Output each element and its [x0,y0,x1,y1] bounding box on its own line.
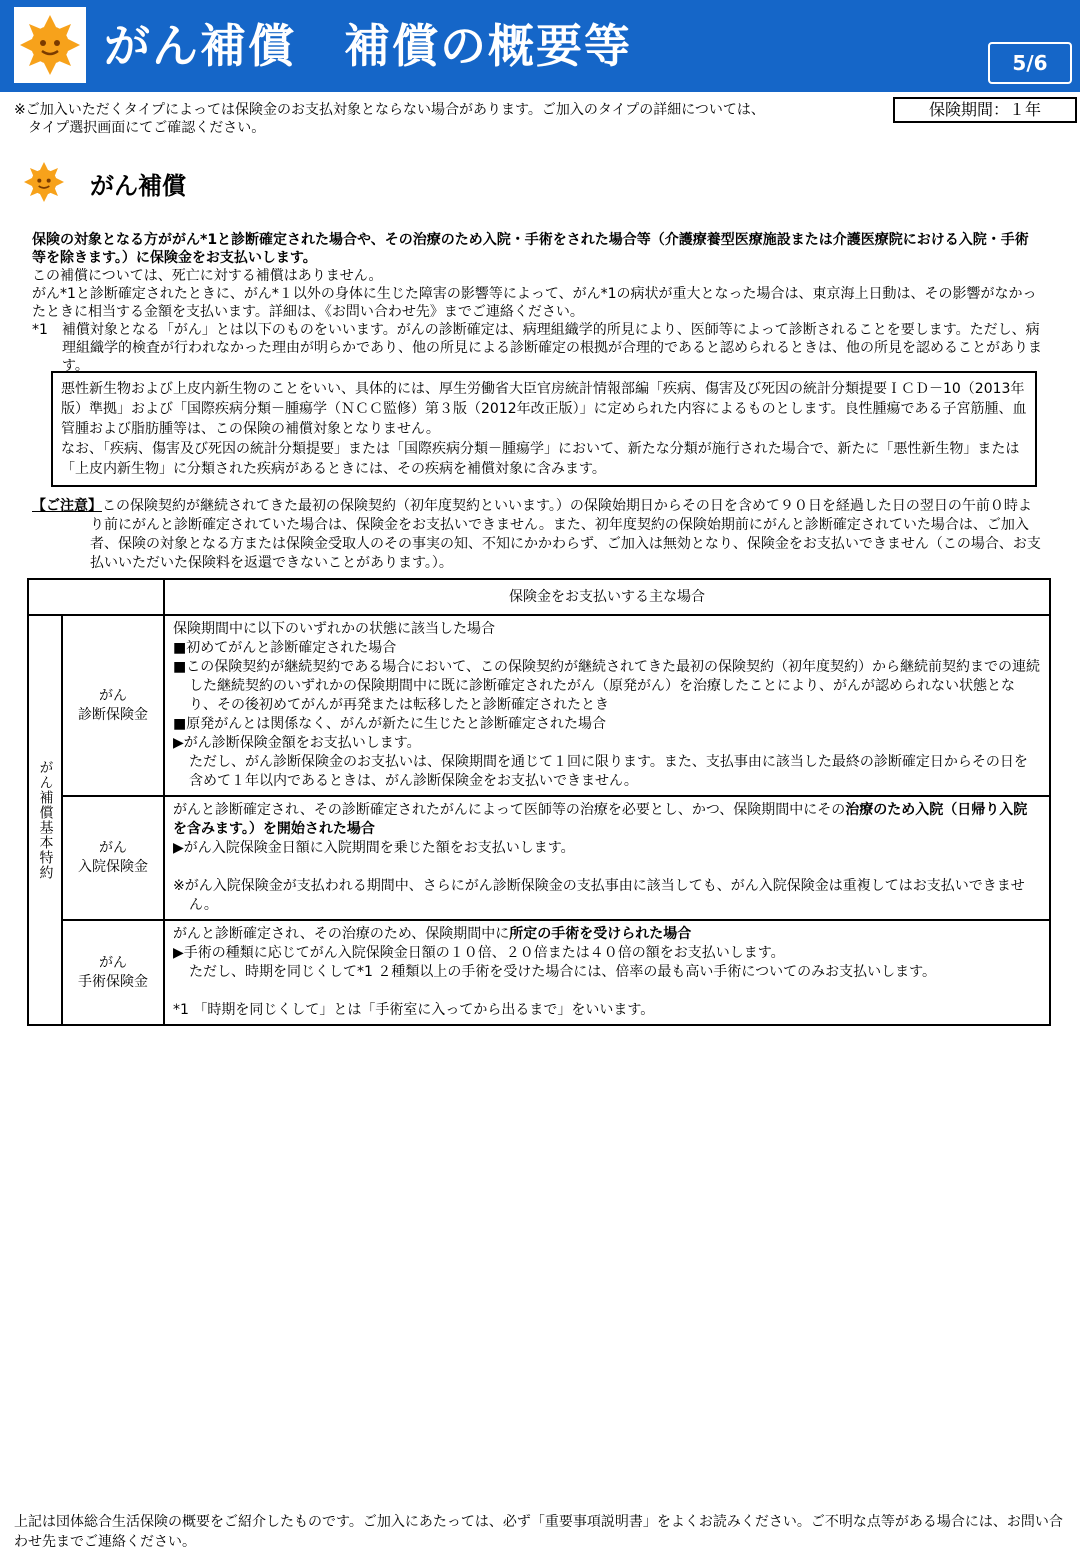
group-label: がん補償基本特約 [28,615,62,1025]
definition-text: 悪性新生物および上皮内新生物のことをいい、具体的には、厚生労働省大臣官房統計情報部編「疾病、傷害及び死因の統計分類提要ＩＣＤ－10（2013年版）準拠」および「国際疾病分類－腫瘍学（ＮＣＣ監修）第３版（2012年改正版）」に定められた内容によるものとします。良性腫瘍である子宮筋腫、血管腫および脂肪腫等は、この保険の補償対象となりません。 [61,381,1027,437]
benefit-name: がん 手術保険金 [62,920,164,1025]
table-row [28,920,1050,1025]
table-row [28,796,1050,920]
table-row [28,615,1050,796]
type-note: ※ご加入いただくタイプによっては保険金のお支払対象とならない場合があります。ご加入のタイプの詳細については、 タイプ選択画面にてご確認ください。 [14,102,765,136]
intro-line: がん*1と診断確定されたときに、がん*１以外の身体に生じた障害の影響等によって、がん*1の病状が重大となった場合は、東京海上日動は、その影響がなかったときに相当する金額を支払います。詳細は、《お問い合わせ先》までご連絡ください。 [32,286,1037,320]
section-title: がん補償 [90,172,186,200]
page-number: 5/6 [988,42,1072,84]
definition-text: なお、「疾病、傷害及び死因の統計分類提要」または「国際疾病分類－腫瘍学」において、新たな分類が施行された場合で、新たに「悪性新生物」または「上皮内新生物」に分類された疾病があるときには、その疾病を補償対象に含みます。 [61,441,1020,477]
benefit-description: がんと診断確定され、その治療のため、保険期間中に所定の手術を受けられた場合 ▶手術の種類に応じてがん入院保険金日額の１０倍、２０倍または４０倍の額をお支払いします。 ただし、時期を同じくして*1 ２種類以上の手術を受けた場合には、倍率の最も高い手術についてのみお支払いします。 *1 「時期を同じくして」とは「手術室に入ってから出るまで」をいいます。 [164,920,1050,1025]
table-header: 保険金をお支払いする主な場合 [164,579,1050,615]
logo [14,7,86,83]
benefit-name: がん 診断保険金 [62,615,164,796]
benefits-table [27,578,1051,1026]
caution-note [32,497,1044,573]
footer-note: 上記は団体総合生活保険の概要をご紹介したものです。ご加入にあたっては、必ず「重要事項説明書」をよくお読みください。ご不明な点等がある場合には、お問い合わせ先までご連絡ください。 [14,1514,1063,1550]
insurance-period: 保険期間：１年 [893,97,1077,123]
cancer-definition-box [51,371,1037,487]
caution-text: この保険契約が継続されてきた最初の保険契約（初年度契約といいます。）の保険始期日からその日を含めて９０日を経過した日の翌日の午前０時より前にがんと診断確定されていた場合は、保険金をお支払いできません。また、初年度契約の保険始期前にがんと診断確定されていた場合は、ご加入者、保険の対象となる方または保険金受取人のその事実の知、不知にかかわらず、ご加入は無効となり、保険金をお支払いできません（この場合、お支払いいただいた保険料を返還できないことがあります。）。 [90,498,1041,571]
page-header [0,0,1080,92]
intro-text [32,231,1042,375]
benefit-name: がん 入院保険金 [62,796,164,920]
benefit-description: がんと診断確定され、その診断確定されたがんによって医師等の治療を必要とし、かつ、保険期間中にその治療のため入院（日帰り入院を含みます。）を開始された場合 ▶がん入院保険金日額に入院期間を乗じた額をお支払いします。 ※がん入院保険金が支払われる期間中、さらにがん診断保険金の支払事由に該当しても、がん入院保険金は重複してはお支払いできません。 [164,796,1050,920]
benefit-description: 保険期間中に以下のいずれかの状態に該当した場合 ■初めてがんと診断確定された場合 ■この保険契約が継続契約である場合において、この保険契約が継続されてきた最初の保険契約（初年度契約）から継続前契約までの連続した継続契約のいずれかの保険期間中に既に診断確定されたがん（原発がん）を治療したことにより、がんが認められない状態となり、その後初めてがんが再発または転移したと診断確定されたとき ■原発がんとは関係なく、がんが新たに生じたと診断確定された場合 ▶がん診断保険金額をお支払いします。 ただし、がん診断保険金のお支払いは、保険期間を通じて１回に限ります。また、支払事由に該当した最終の診断確定日からその日を含めて１年以内であるときは、がん診断保険金をお支払いできません。 [164,615,1050,796]
caution-label: 【ご注意】 [32,498,102,514]
intro-bold: 保険の対象となる方ががん*1と診断確定された場合や、その治療のため入院・手術をされた場合等（介護療養型医療施設または介護医療院における入院・手術等を除きます。）に保険金をお支払いします。 [32,232,1029,266]
page-title: がん補償 補償の概要等 [104,19,632,73]
table-corner [28,579,164,615]
intro-footnote: *1 補償対象となる「がん」とは以下のものをいいます。がんの診断確定は、病理組織学的所見により、医師等によって診断されることを要します。ただし、病理組織学的検査が行われなかった理由が明らかであり、他の所見による診断確定の根拠が合理的であると認められるときは、他の所見を認めることがあります。 [32,322,1042,374]
sun-mascot-icon [20,15,80,75]
intro-line: この補償については、死亡に対する補償はありません。 [32,268,383,284]
sun-mascot-icon [24,162,64,202]
